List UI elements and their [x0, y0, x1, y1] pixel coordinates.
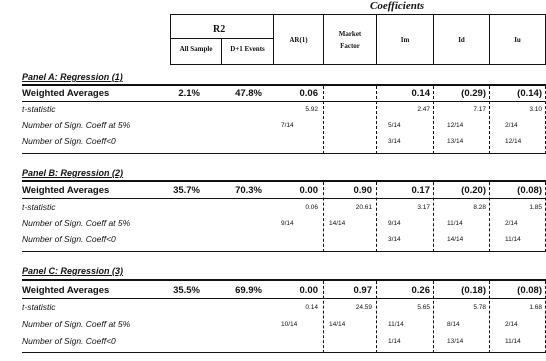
cell-id-nneg: 13/14	[447, 138, 464, 145]
cell-ar1-tstat: 5.92	[305, 106, 318, 113]
cell-id-nneg: 13/14	[447, 338, 464, 345]
cell-id-tstat: 7.17	[473, 106, 486, 113]
cell-iu-nneg: 11/14	[505, 338, 521, 345]
cell-im: 0.14	[411, 88, 430, 99]
cell-im-nsig: 9/14	[388, 220, 401, 227]
panel-c-rule	[22, 279, 546, 281]
cell-ar1-nsig: 9/14	[281, 220, 294, 227]
panel-a-divider	[376, 86, 377, 154]
cell-iu-nsig: 2/14	[505, 220, 518, 227]
cell-r2-all: 2.1%	[178, 88, 200, 99]
all-sample-heading: All Sample	[179, 45, 213, 53]
cell-id-tstat: 8.28	[473, 204, 486, 211]
market-factor-heading-line1: Market	[338, 30, 362, 38]
cell-ar1-nsig: 7/14	[281, 122, 294, 129]
row-label-weighted: Weighted Averages	[22, 88, 110, 99]
ar1-heading: AR(1)	[289, 36, 308, 44]
cell-ar1-nsig: 10/14	[281, 321, 298, 328]
cell-id: (0.29)	[461, 88, 486, 99]
cell-id-nsig: 12/14	[447, 122, 464, 129]
row-label-weighted: Weighted Averages	[22, 285, 110, 296]
cell-id-tstat: 5.78	[473, 304, 486, 311]
panel-a-divider	[433, 86, 434, 154]
cell-iu-tstat: 3.10	[529, 106, 542, 113]
row-label-nneg: Number of Sign. Coeff<0	[22, 136, 116, 146]
cell-mkt: 0.90	[353, 185, 372, 196]
cell-mkt-tstat: 24.59	[355, 304, 372, 311]
cell-im-tstat: 5.65	[417, 304, 430, 311]
cell-im: 0.26	[411, 285, 430, 296]
cell-mkt-nsig: 14/14	[329, 220, 346, 227]
cell-mkt-tstat: 20.61	[355, 204, 372, 211]
panel-a-divider	[489, 86, 490, 154]
cell-iu-nsig: 2/14	[505, 321, 518, 328]
panel-c-title: Panel C: Regression (3)	[22, 266, 124, 276]
panel-a-weighted-rule	[22, 101, 546, 102]
cell-im: 0.17	[411, 185, 430, 196]
cell-mkt: 0.97	[353, 285, 372, 296]
cell-ar1-tstat: 0.14	[305, 304, 318, 311]
row-label-nsig: Number of Sign. Coeff at 5%	[22, 218, 131, 228]
cell-r2-d1: 69.9%	[235, 285, 262, 296]
cell-id: (0.20)	[461, 185, 486, 196]
cell-iu-nneg: 11/14	[505, 236, 521, 243]
panel-b-title: Panel B: Regression (2)	[22, 168, 124, 178]
row-label-nsig: Number of Sign. Coeff at 5%	[22, 120, 131, 130]
panel-c-divider	[376, 281, 377, 353]
cell-im-nneg: 3/14	[388, 138, 401, 145]
panel-b-bottom-rule	[22, 251, 546, 252]
cell-im-nneg: 1/14	[388, 338, 401, 345]
row-label-nneg: Number of Sign. Coeff<0	[22, 234, 116, 244]
row-label-nneg: Number of Sign. Coeff<0	[22, 336, 116, 346]
row-label-tstat: t-statistic	[22, 104, 56, 114]
row-label-nsig: Number of Sign. Coeff at 5%	[22, 319, 131, 329]
cell-r2-all: 35.7%	[173, 185, 200, 196]
im-heading: Im	[400, 36, 410, 44]
panel-a-rule	[22, 84, 546, 86]
cell-iu-nneg: 12/14	[505, 138, 522, 145]
header-divider	[170, 14, 171, 64]
panel-b-divider	[376, 182, 377, 252]
cell-id-nsig: 8/14	[447, 321, 460, 328]
cell-im-nsig: 5/14	[388, 122, 401, 129]
r2-heading: R2	[213, 24, 226, 35]
row-label-tstat: t-statistic	[22, 202, 56, 212]
cell-im-nneg: 3/14	[388, 236, 401, 243]
row-label-tstat: t-statistic	[22, 302, 56, 312]
panel-b-weighted-rule	[22, 198, 546, 199]
header-bottom-rule	[170, 64, 546, 65]
cell-iu-tstat: 1.85	[529, 204, 542, 211]
cell-ar1: 0.00	[299, 185, 318, 196]
cell-iu: (0.08)	[517, 185, 542, 196]
cell-iu-tstat: 1.68	[529, 304, 542, 311]
panel-c-bottom-rule	[22, 352, 546, 353]
panel-c-weighted-rule	[22, 298, 546, 299]
id-heading: Id	[458, 36, 465, 44]
iu-heading: Iu	[514, 36, 521, 44]
cell-r2-d1: 47.8%	[235, 88, 262, 99]
panel-b-divider	[323, 182, 324, 252]
cell-im-tstat: 3.17	[417, 204, 430, 211]
cell-ar1-tstat: 0.06	[305, 204, 318, 211]
cell-iu: (0.08)	[517, 285, 542, 296]
panel-a-bottom-rule	[22, 153, 546, 154]
cell-ar1: 0.06	[299, 88, 318, 99]
panel-c-divider	[433, 281, 434, 353]
cell-r2-d1: 70.3%	[235, 185, 262, 196]
market-factor-heading-line2: Factor	[340, 42, 360, 50]
cell-id-nneg: 14/14	[447, 236, 464, 243]
cell-mkt-nsig: 14/14	[329, 321, 346, 328]
cell-im-nsig: 11/14	[388, 321, 404, 328]
panel-b-divider	[433, 182, 434, 252]
panel-a-divider	[323, 86, 324, 154]
panel-b-rule	[22, 180, 546, 182]
cell-iu: (0.14)	[517, 88, 542, 99]
panel-b-divider	[489, 182, 490, 252]
cell-id: (0.18)	[461, 285, 486, 296]
cell-r2-all: 35.5%	[173, 285, 200, 296]
d1-events-heading: D+1 Events	[230, 45, 265, 53]
cell-im-tstat: 2.47	[417, 106, 430, 113]
cell-iu-nsig: 2/14	[505, 122, 518, 129]
panel-a-title: Panel A: Regression (1)	[22, 72, 123, 82]
row-label-weighted: Weighted Averages	[22, 185, 110, 196]
cell-ar1: 0.00	[299, 285, 318, 296]
panel-c-divider	[489, 281, 490, 353]
cell-id-nsig: 11/14	[447, 220, 463, 227]
coefficients-heading: Coefficients	[370, 0, 425, 12]
header-divider	[323, 14, 324, 64]
panel-c-divider	[323, 281, 324, 353]
